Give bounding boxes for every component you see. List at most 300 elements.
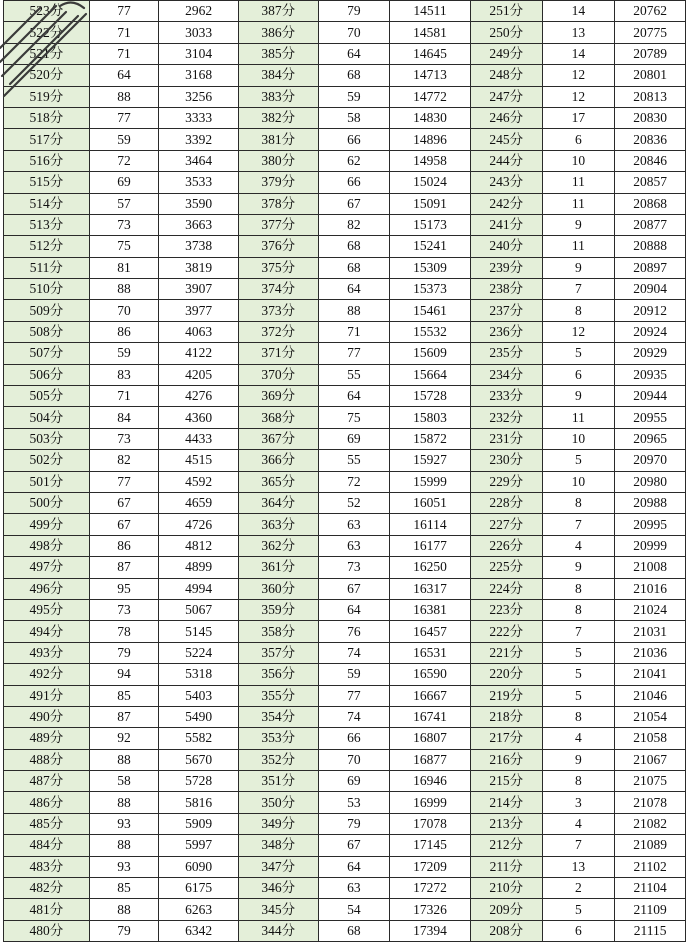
table-row xyxy=(4,450,686,471)
score-cell: 244分 xyxy=(470,150,542,171)
cumulative-cell: 14772 xyxy=(390,86,471,107)
cumulative-cell: 3977 xyxy=(159,300,239,321)
score-cell: 361分 xyxy=(238,557,318,578)
cumulative-cell: 16667 xyxy=(390,685,471,706)
cumulative-cell: 5909 xyxy=(159,813,239,834)
cumulative-cell: 4515 xyxy=(159,450,239,471)
score-cell: 359分 xyxy=(238,599,318,620)
count-cell: 10 xyxy=(542,428,615,449)
cumulative-cell: 15999 xyxy=(390,471,471,492)
score-cell: 483分 xyxy=(4,856,90,877)
score-cell: 242分 xyxy=(470,193,542,214)
table-row xyxy=(4,43,686,64)
table-row xyxy=(4,193,686,214)
cumulative-cell: 21041 xyxy=(615,664,686,685)
score-cell: 219分 xyxy=(470,685,542,706)
score-cell: 227分 xyxy=(470,514,542,535)
score-cell: 387分 xyxy=(238,1,318,22)
score-cell: 229分 xyxy=(470,471,542,492)
table-row xyxy=(4,257,686,278)
cumulative-cell: 3256 xyxy=(159,86,239,107)
score-cell: 506分 xyxy=(4,364,90,385)
table-row xyxy=(4,920,686,941)
score-cell: 370分 xyxy=(238,364,318,385)
count-cell: 70 xyxy=(89,300,159,321)
table-row xyxy=(4,535,686,556)
cumulative-cell: 21054 xyxy=(615,706,686,727)
cumulative-cell: 5403 xyxy=(159,685,239,706)
cumulative-cell: 20762 xyxy=(615,1,686,22)
count-cell: 64 xyxy=(318,386,390,407)
cumulative-cell: 16051 xyxy=(390,492,471,513)
count-cell: 87 xyxy=(89,557,159,578)
cumulative-cell: 15461 xyxy=(390,300,471,321)
score-cell: 493分 xyxy=(4,642,90,663)
cumulative-cell: 21058 xyxy=(615,728,686,749)
count-cell: 8 xyxy=(542,300,615,321)
count-cell: 82 xyxy=(89,450,159,471)
table-row xyxy=(4,514,686,535)
score-cell: 489分 xyxy=(4,728,90,749)
count-cell: 93 xyxy=(89,856,159,877)
score-cell: 374分 xyxy=(238,279,318,300)
cumulative-cell: 20970 xyxy=(615,450,686,471)
cumulative-cell: 6175 xyxy=(159,878,239,899)
count-cell: 14 xyxy=(542,43,615,64)
cumulative-cell: 20935 xyxy=(615,364,686,385)
score-cell: 502分 xyxy=(4,450,90,471)
cumulative-cell: 3033 xyxy=(159,22,239,43)
count-cell: 66 xyxy=(318,129,390,150)
count-cell: 69 xyxy=(318,428,390,449)
score-cell: 210分 xyxy=(470,878,542,899)
cumulative-cell: 3333 xyxy=(159,107,239,128)
count-cell: 13 xyxy=(542,856,615,877)
count-cell: 77 xyxy=(89,471,159,492)
score-cell: 208分 xyxy=(470,920,542,941)
count-cell: 95 xyxy=(89,578,159,599)
score-cell: 381分 xyxy=(238,129,318,150)
score-cell: 360分 xyxy=(238,578,318,599)
cumulative-cell: 21089 xyxy=(615,835,686,856)
cumulative-cell: 15309 xyxy=(390,257,471,278)
cumulative-cell: 21046 xyxy=(615,685,686,706)
table-row xyxy=(4,899,686,920)
score-cell: 510分 xyxy=(4,279,90,300)
score-cell: 344分 xyxy=(238,920,318,941)
count-cell: 55 xyxy=(318,450,390,471)
cumulative-cell: 4276 xyxy=(159,386,239,407)
cumulative-cell: 20868 xyxy=(615,193,686,214)
count-cell: 88 xyxy=(89,899,159,920)
cumulative-cell: 16381 xyxy=(390,599,471,620)
count-cell: 71 xyxy=(89,386,159,407)
cumulative-cell: 15024 xyxy=(390,172,471,193)
count-cell: 8 xyxy=(542,492,615,513)
table-row xyxy=(4,878,686,899)
table-row xyxy=(4,792,686,813)
cumulative-cell: 21104 xyxy=(615,878,686,899)
count-cell: 58 xyxy=(318,107,390,128)
count-cell: 7 xyxy=(542,514,615,535)
table-row xyxy=(4,65,686,86)
score-cell: 239分 xyxy=(470,257,542,278)
cumulative-cell: 20813 xyxy=(615,86,686,107)
count-cell: 53 xyxy=(318,792,390,813)
score-cell: 353分 xyxy=(238,728,318,749)
cumulative-cell: 20830 xyxy=(615,107,686,128)
score-cell: 236分 xyxy=(470,321,542,342)
score-cell: 501分 xyxy=(4,471,90,492)
count-cell: 71 xyxy=(318,321,390,342)
score-cell: 379分 xyxy=(238,172,318,193)
cumulative-cell: 20857 xyxy=(615,172,686,193)
cumulative-cell: 20912 xyxy=(615,300,686,321)
table-row xyxy=(4,321,686,342)
score-cell: 383分 xyxy=(238,86,318,107)
table-row xyxy=(4,856,686,877)
table-row xyxy=(4,835,686,856)
count-cell: 67 xyxy=(89,514,159,535)
count-cell: 70 xyxy=(318,749,390,770)
score-cell: 520分 xyxy=(4,65,90,86)
count-cell: 83 xyxy=(89,364,159,385)
count-cell: 2 xyxy=(542,878,615,899)
count-cell: 73 xyxy=(318,557,390,578)
cumulative-cell: 20929 xyxy=(615,343,686,364)
cumulative-cell: 14511 xyxy=(390,1,471,22)
score-cell: 494分 xyxy=(4,621,90,642)
table-body xyxy=(4,1,686,942)
count-cell: 69 xyxy=(89,172,159,193)
table-row xyxy=(4,214,686,235)
table-row xyxy=(4,578,686,599)
count-cell: 68 xyxy=(318,236,390,257)
cumulative-cell: 20955 xyxy=(615,407,686,428)
score-cell: 237分 xyxy=(470,300,542,321)
count-cell: 58 xyxy=(89,771,159,792)
count-cell: 9 xyxy=(542,257,615,278)
table-row xyxy=(4,599,686,620)
cumulative-cell: 20904 xyxy=(615,279,686,300)
score-cell: 358分 xyxy=(238,621,318,642)
count-cell: 3 xyxy=(542,792,615,813)
count-cell: 73 xyxy=(89,599,159,620)
table-row xyxy=(4,172,686,193)
score-cell: 357分 xyxy=(238,642,318,663)
table-row xyxy=(4,428,686,449)
cumulative-cell: 21036 xyxy=(615,642,686,663)
score-cell: 232分 xyxy=(470,407,542,428)
score-cell: 226分 xyxy=(470,535,542,556)
count-cell: 5 xyxy=(542,642,615,663)
score-cell: 522分 xyxy=(4,22,90,43)
score-cell: 250分 xyxy=(470,22,542,43)
score-distribution-sheet xyxy=(3,0,686,942)
count-cell: 73 xyxy=(89,428,159,449)
count-cell: 7 xyxy=(542,621,615,642)
score-cell: 375分 xyxy=(238,257,318,278)
count-cell: 64 xyxy=(318,279,390,300)
count-cell: 67 xyxy=(318,193,390,214)
count-cell: 55 xyxy=(318,364,390,385)
count-cell: 6 xyxy=(542,920,615,941)
count-cell: 67 xyxy=(318,835,390,856)
cumulative-cell: 15091 xyxy=(390,193,471,214)
cumulative-cell: 20836 xyxy=(615,129,686,150)
table-row xyxy=(4,1,686,22)
cumulative-cell: 20980 xyxy=(615,471,686,492)
score-cell: 377分 xyxy=(238,214,318,235)
cumulative-cell: 5224 xyxy=(159,642,239,663)
cumulative-cell: 16250 xyxy=(390,557,471,578)
cumulative-cell: 16877 xyxy=(390,749,471,770)
cumulative-cell: 16177 xyxy=(390,535,471,556)
count-cell: 67 xyxy=(318,578,390,599)
score-cell: 371分 xyxy=(238,343,318,364)
cumulative-cell: 5816 xyxy=(159,792,239,813)
score-cell: 491分 xyxy=(4,685,90,706)
count-cell: 7 xyxy=(542,835,615,856)
cumulative-cell: 21031 xyxy=(615,621,686,642)
count-cell: 64 xyxy=(318,43,390,64)
table-row xyxy=(4,706,686,727)
cumulative-cell: 3907 xyxy=(159,279,239,300)
count-cell: 4 xyxy=(542,728,615,749)
cumulative-cell: 14958 xyxy=(390,150,471,171)
count-cell: 93 xyxy=(89,813,159,834)
cumulative-cell: 3738 xyxy=(159,236,239,257)
score-cell: 354分 xyxy=(238,706,318,727)
score-cell: 523分 xyxy=(4,1,90,22)
cumulative-cell: 5318 xyxy=(159,664,239,685)
table-row xyxy=(4,386,686,407)
table-row xyxy=(4,279,686,300)
count-cell: 5 xyxy=(542,343,615,364)
count-cell: 4 xyxy=(542,813,615,834)
cumulative-cell: 21115 xyxy=(615,920,686,941)
count-cell: 6 xyxy=(542,364,615,385)
cumulative-cell: 14645 xyxy=(390,43,471,64)
table-row xyxy=(4,492,686,513)
count-cell: 88 xyxy=(89,279,159,300)
cumulative-cell: 16946 xyxy=(390,771,471,792)
count-cell: 75 xyxy=(89,236,159,257)
table-row xyxy=(4,471,686,492)
count-cell: 79 xyxy=(318,1,390,22)
score-cell: 346分 xyxy=(238,878,318,899)
score-cell: 498分 xyxy=(4,535,90,556)
score-cell: 234分 xyxy=(470,364,542,385)
count-cell: 73 xyxy=(89,214,159,235)
count-cell: 63 xyxy=(318,514,390,535)
score-cell: 517分 xyxy=(4,129,90,150)
cumulative-cell: 15173 xyxy=(390,214,471,235)
score-cell: 384分 xyxy=(238,65,318,86)
cumulative-cell: 20888 xyxy=(615,236,686,257)
cumulative-cell: 5145 xyxy=(159,621,239,642)
count-cell: 8 xyxy=(542,578,615,599)
score-cell: 347分 xyxy=(238,856,318,877)
score-cell: 233分 xyxy=(470,386,542,407)
count-cell: 11 xyxy=(542,236,615,257)
count-cell: 77 xyxy=(89,1,159,22)
count-cell: 9 xyxy=(542,557,615,578)
cumulative-cell: 5490 xyxy=(159,706,239,727)
count-cell: 54 xyxy=(318,899,390,920)
score-cell: 247分 xyxy=(470,86,542,107)
score-cell: 519分 xyxy=(4,86,90,107)
count-cell: 10 xyxy=(542,150,615,171)
score-cell: 241分 xyxy=(470,214,542,235)
cumulative-cell: 20988 xyxy=(615,492,686,513)
count-cell: 71 xyxy=(89,22,159,43)
table-row xyxy=(4,343,686,364)
count-cell: 74 xyxy=(318,642,390,663)
cumulative-cell: 20877 xyxy=(615,214,686,235)
table-row xyxy=(4,728,686,749)
score-cell: 217分 xyxy=(470,728,542,749)
count-cell: 9 xyxy=(542,214,615,235)
score-cell: 514分 xyxy=(4,193,90,214)
cumulative-cell: 4063 xyxy=(159,321,239,342)
table-row xyxy=(4,642,686,663)
score-cell: 369分 xyxy=(238,386,318,407)
score-cell: 487分 xyxy=(4,771,90,792)
cumulative-cell: 2962 xyxy=(159,1,239,22)
count-cell: 8 xyxy=(542,706,615,727)
score-cell: 218分 xyxy=(470,706,542,727)
cumulative-cell: 16457 xyxy=(390,621,471,642)
cumulative-cell: 3533 xyxy=(159,172,239,193)
cumulative-cell: 3590 xyxy=(159,193,239,214)
table-row xyxy=(4,86,686,107)
score-cell: 512分 xyxy=(4,236,90,257)
score-cell: 209分 xyxy=(470,899,542,920)
count-cell: 88 xyxy=(318,300,390,321)
count-cell: 92 xyxy=(89,728,159,749)
count-cell: 11 xyxy=(542,193,615,214)
score-cell: 480分 xyxy=(4,920,90,941)
score-cell: 362分 xyxy=(238,535,318,556)
count-cell: 68 xyxy=(318,65,390,86)
score-cell: 490分 xyxy=(4,706,90,727)
score-cell: 235分 xyxy=(470,343,542,364)
cumulative-cell: 21102 xyxy=(615,856,686,877)
score-cell: 367分 xyxy=(238,428,318,449)
count-cell: 9 xyxy=(542,749,615,770)
cumulative-cell: 21082 xyxy=(615,813,686,834)
score-cell: 246分 xyxy=(470,107,542,128)
cumulative-cell: 20775 xyxy=(615,22,686,43)
count-cell: 4 xyxy=(542,535,615,556)
score-cell: 492分 xyxy=(4,664,90,685)
count-cell: 52 xyxy=(318,492,390,513)
cumulative-cell: 4592 xyxy=(159,471,239,492)
score-cell: 376分 xyxy=(238,236,318,257)
cumulative-cell: 21024 xyxy=(615,599,686,620)
cumulative-cell: 21109 xyxy=(615,899,686,920)
count-cell: 77 xyxy=(318,343,390,364)
score-cell: 509分 xyxy=(4,300,90,321)
cumulative-cell: 15241 xyxy=(390,236,471,257)
count-cell: 67 xyxy=(89,492,159,513)
cumulative-cell: 15872 xyxy=(390,428,471,449)
cumulative-cell: 4205 xyxy=(159,364,239,385)
score-cell: 223分 xyxy=(470,599,542,620)
cumulative-cell: 4812 xyxy=(159,535,239,556)
cumulative-cell: 4899 xyxy=(159,557,239,578)
cumulative-cell: 17209 xyxy=(390,856,471,877)
table-row xyxy=(4,664,686,685)
table-row xyxy=(4,22,686,43)
cumulative-cell: 17078 xyxy=(390,813,471,834)
score-cell: 496分 xyxy=(4,578,90,599)
score-cell: 228分 xyxy=(470,492,542,513)
count-cell: 62 xyxy=(318,150,390,171)
score-cell: 221分 xyxy=(470,642,542,663)
cumulative-cell: 20924 xyxy=(615,321,686,342)
cumulative-cell: 4433 xyxy=(159,428,239,449)
cumulative-cell: 21067 xyxy=(615,749,686,770)
score-cell: 382分 xyxy=(238,107,318,128)
score-cell: 345分 xyxy=(238,899,318,920)
count-cell: 5 xyxy=(542,685,615,706)
score-cell: 513分 xyxy=(4,214,90,235)
cumulative-cell: 5670 xyxy=(159,749,239,770)
table-row xyxy=(4,557,686,578)
count-cell: 14 xyxy=(542,1,615,22)
count-cell: 5 xyxy=(542,450,615,471)
score-cell: 213分 xyxy=(470,813,542,834)
score-cell: 386分 xyxy=(238,22,318,43)
table-row xyxy=(4,364,686,385)
score-cell: 504分 xyxy=(4,407,90,428)
table-row xyxy=(4,236,686,257)
cumulative-cell: 17272 xyxy=(390,878,471,899)
cumulative-cell: 3168 xyxy=(159,65,239,86)
cumulative-cell: 4726 xyxy=(159,514,239,535)
score-cell: 511分 xyxy=(4,257,90,278)
count-cell: 10 xyxy=(542,471,615,492)
table-row xyxy=(4,749,686,770)
table-row xyxy=(4,685,686,706)
score-cell: 497分 xyxy=(4,557,90,578)
score-cell: 245分 xyxy=(470,129,542,150)
score-cell: 212分 xyxy=(470,835,542,856)
cumulative-cell: 14713 xyxy=(390,65,471,86)
cumulative-cell: 15927 xyxy=(390,450,471,471)
score-cell: 365分 xyxy=(238,471,318,492)
table-row xyxy=(4,300,686,321)
count-cell: 69 xyxy=(318,771,390,792)
score-cell: 373分 xyxy=(238,300,318,321)
table-row xyxy=(4,107,686,128)
cumulative-cell: 16807 xyxy=(390,728,471,749)
score-cell: 240分 xyxy=(470,236,542,257)
cumulative-cell: 20789 xyxy=(615,43,686,64)
count-cell: 12 xyxy=(542,321,615,342)
count-cell: 94 xyxy=(89,664,159,685)
cumulative-cell: 3464 xyxy=(159,150,239,171)
count-cell: 68 xyxy=(318,257,390,278)
score-cell: 230分 xyxy=(470,450,542,471)
score-cell: 216分 xyxy=(470,749,542,770)
cumulative-cell: 15373 xyxy=(390,279,471,300)
score-cell: 366分 xyxy=(238,450,318,471)
cumulative-cell: 5728 xyxy=(159,771,239,792)
count-cell: 59 xyxy=(318,664,390,685)
